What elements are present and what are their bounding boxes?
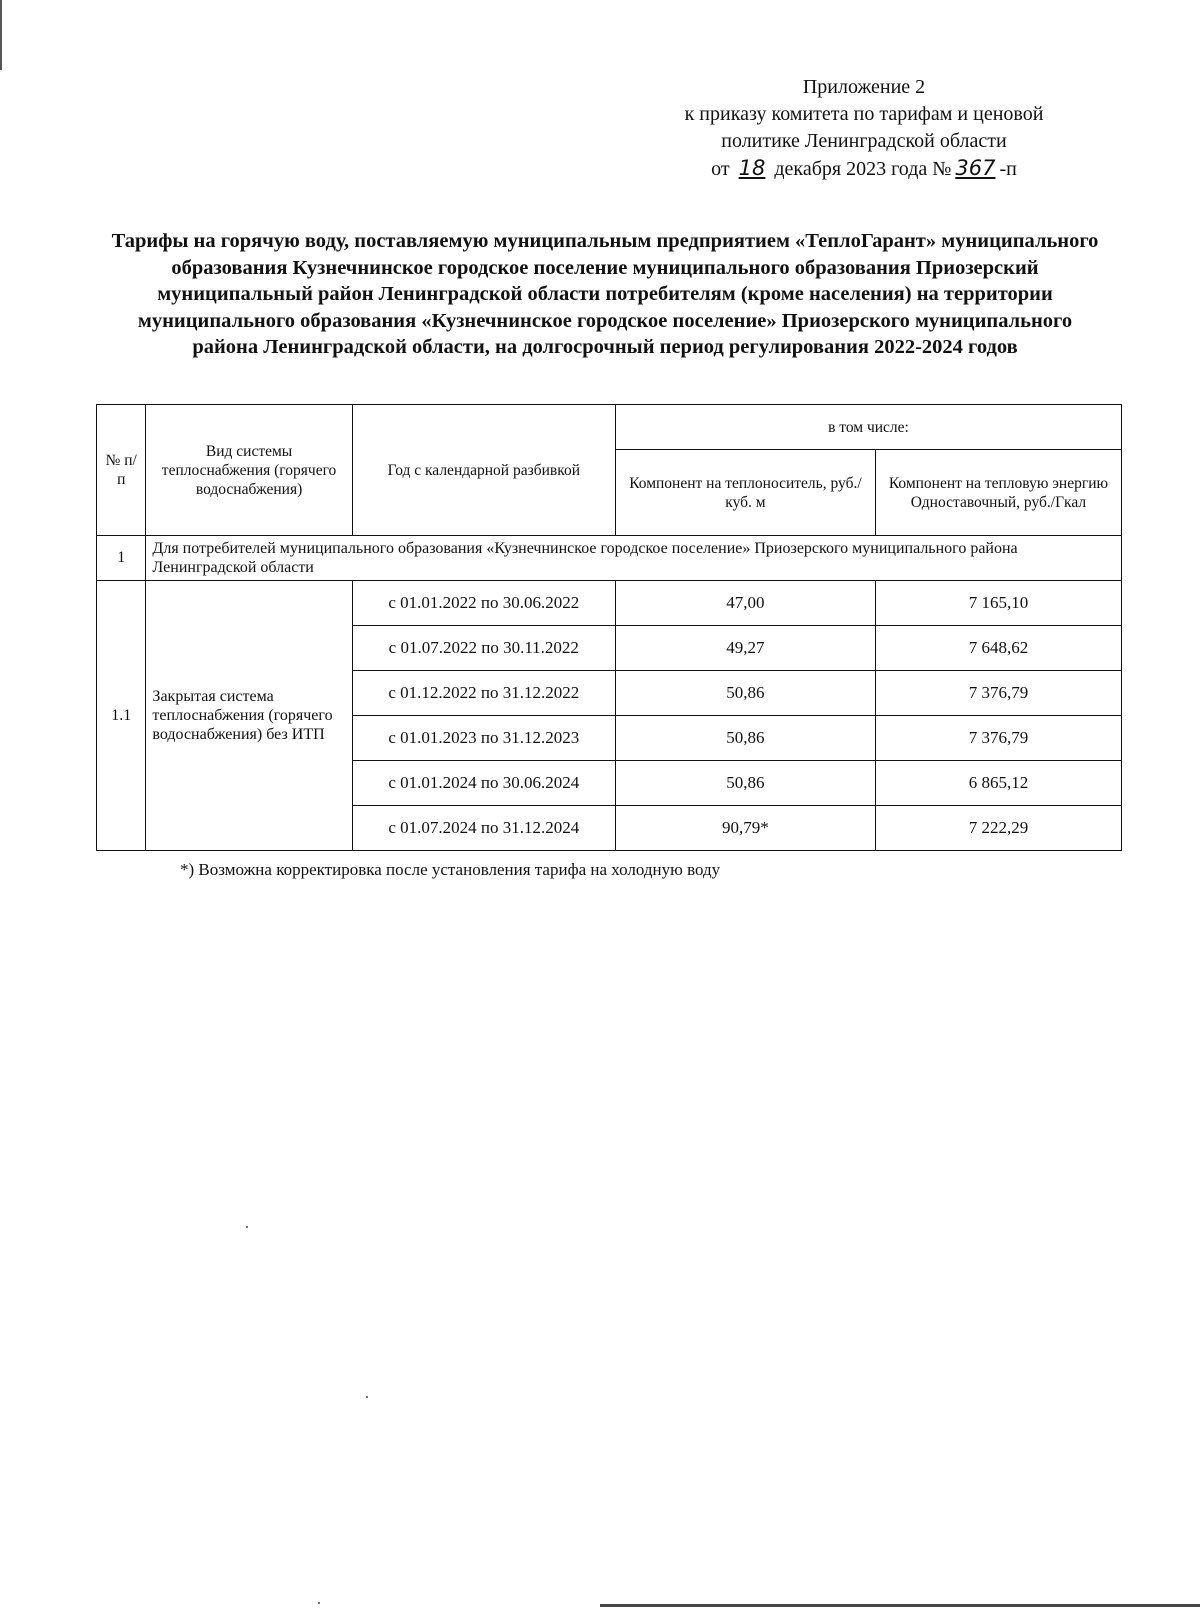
carrier-cell: 50,86 — [615, 671, 875, 716]
period-cell: с 01.01.2023 по 31.12.2023 — [352, 716, 615, 761]
header-including: в том числе: — [615, 405, 1121, 450]
footnote: *) Возможна корректировка после установления тарифа на холодную воду — [180, 860, 721, 879]
system-type: Закрытая система теплоснабжения (горячего водоснабжения) без ИТП — [146, 581, 352, 851]
appendix-header — [620, 74, 1108, 183]
energy-cell: 7 376,79 — [875, 716, 1121, 761]
appendix-date-line — [620, 155, 1108, 183]
carrier-cell: 50,86 — [615, 761, 875, 806]
period-cell: с 01.01.2024 по 30.06.2024 — [352, 761, 615, 806]
header-component-energy-line1: Компонент на тепловую энергию — [888, 474, 1109, 492]
group-num: 1 — [97, 536, 146, 581]
energy-cell: 7 376,79 — [875, 671, 1121, 716]
energy-cell: 6 865,12 — [875, 761, 1121, 806]
header-num: № п/п — [97, 405, 146, 536]
header-component-energy — [875, 450, 1121, 536]
header-component-carrier: Компонент на теплоноситель, руб./куб. м — [615, 450, 875, 536]
period-cell: с 01.12.2022 по 31.12.2022 — [352, 671, 615, 716]
handwritten-order-number: 367 — [955, 156, 996, 180]
date-prefix: от — [711, 158, 730, 180]
table-row — [97, 581, 1122, 626]
scan-edge — [600, 1604, 1200, 1607]
scan-speck — [366, 1396, 368, 1398]
group-text: Для потребителей муниципального образования «Кузнечнинское городское поселение» Приозерского муниципального района Ленинградской области — [146, 536, 1122, 581]
energy-cell: 7 165,10 — [875, 581, 1121, 626]
carrier-cell: 90,79* — [615, 806, 875, 851]
group-row — [97, 536, 1122, 581]
handwritten-day: 18 — [738, 156, 766, 180]
scan-speck — [318, 1602, 320, 1604]
header-year: Год с календарной разбивкой — [352, 405, 615, 536]
document-title: Тарифы на горячую воду, поставляемую муниципальным предприятием «ТеплоГарант» муниципального образования Кузнечнинское городское поселение муниципального образования Приозерский муниципальный район Ленинградской области потребителям (кроме населения) на территории муниципального образования «Кузнечнинское городское поселение» Приозерского муниципального района Ленинградской области, на долгосрочный период регулирования 2022-2024 годов — [111, 230, 1099, 358]
date-middle: декабря 2023 года № — [774, 158, 952, 180]
period-cell: с 01.07.2022 по 30.11.2022 — [352, 626, 615, 671]
appendix-line-1: Приложение 2 — [802, 76, 926, 98]
energy-cell: 7 648,62 — [875, 626, 1121, 671]
subgroup-num: 1.1 — [97, 581, 146, 851]
appendix-line-3: политике Ленинградской области — [721, 130, 1007, 152]
scan-edge — [0, 0, 2, 70]
header-row — [97, 405, 1122, 450]
scan-speck — [246, 1226, 248, 1228]
period-cell: с 01.07.2024 по 31.12.2024 — [352, 806, 615, 851]
period-cell: с 01.01.2022 по 30.06.2022 — [352, 581, 615, 626]
carrier-cell: 49,27 — [615, 626, 875, 671]
carrier-cell: 47,00 — [615, 581, 875, 626]
order-suffix: -п — [999, 158, 1017, 180]
carrier-cell: 50,86 — [615, 716, 875, 761]
appendix-line-2: к приказу комитета по тарифам и ценовой — [684, 103, 1044, 125]
energy-cell: 7 222,29 — [875, 806, 1121, 851]
tariff-table — [96, 404, 1122, 851]
header-component-energy-line2: Одноставочный, руб./Гкал — [910, 493, 1087, 511]
header-system: Вид системы теплоснабжения (горячего водоснабжения) — [146, 405, 352, 536]
